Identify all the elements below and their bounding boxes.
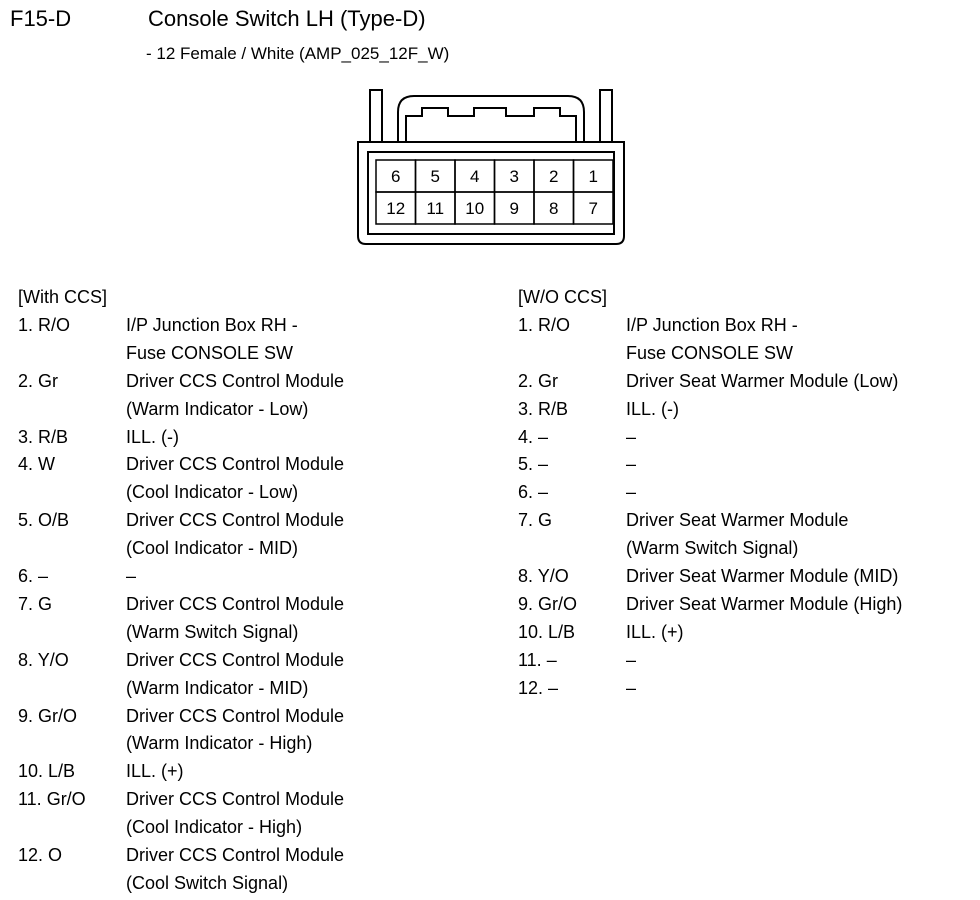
pin-description-line: ILL. (+) [626, 621, 684, 642]
pin-number: 12 [386, 199, 406, 218]
pin-row [18, 451, 344, 507]
pin-description [126, 758, 184, 786]
pin-description-line: Driver Seat Warmer Module (High) [626, 593, 903, 614]
pin-row [18, 842, 344, 898]
pin-description-line: Driver CCS Control Module [126, 370, 345, 391]
pin-wire: 3. R/B [518, 398, 569, 419]
pin-row [518, 563, 902, 591]
pin-description-line: Driver CCS Control Module [126, 649, 345, 670]
connector-title: Console Switch LH (Type-D) [148, 6, 426, 31]
pin-wire: 8. Y/O [518, 566, 569, 587]
pin-wire: 7. G [18, 593, 53, 614]
pin-description-line: ILL. (-) [626, 398, 680, 419]
pin-wire: 8. Y/O [18, 649, 69, 670]
pin-description [126, 312, 298, 368]
pin-row [18, 703, 344, 759]
pin-number: 7 [588, 199, 598, 218]
pin-description-line: – [626, 454, 637, 475]
pin-row [18, 758, 344, 786]
pin-description [626, 591, 902, 619]
pin-grid [376, 160, 613, 224]
pin-description-line: – [126, 566, 137, 587]
pin-description-line: (Warm Indicator - Low) [126, 398, 309, 419]
pin-description-line: (Warm Indicator - MID) [126, 677, 309, 698]
pin-description [626, 479, 636, 507]
pin-description [626, 396, 679, 424]
right-latch [600, 90, 612, 142]
pin-row [18, 591, 344, 647]
pin-description [626, 619, 684, 647]
pin-wire: 11. Gr/O [18, 789, 86, 810]
pin-description [126, 591, 344, 647]
pin-wire: 10. L/B [18, 761, 76, 782]
pin-row [18, 507, 344, 563]
pin-wire: 1. R/O [18, 314, 71, 335]
pin-description-line: (Cool Indicator - High) [126, 817, 303, 838]
pin-description-line: Driver CCS Control Module [126, 705, 345, 726]
pin-row [18, 786, 344, 842]
pin-description-line: ILL. (-) [126, 426, 180, 447]
pin-description-line: – [626, 482, 637, 503]
pin-description-line: – [626, 677, 637, 698]
pin-wire: 10. L/B [518, 621, 576, 642]
pin-wire: 5. – [518, 454, 549, 475]
pin-description-line: (Warm Switch Signal) [126, 621, 299, 642]
pin-description-line: (Cool Switch Signal) [126, 873, 289, 894]
with-ccs-heading: [With CCS] [18, 287, 108, 307]
pin-description-line: (Cool Indicator - MID) [126, 538, 299, 559]
pin-description-line: Fuse CONSOLE SW [126, 342, 294, 363]
pin-description-line: Driver CCS Control Module [126, 593, 345, 614]
pin-row [518, 368, 902, 396]
pin-description [126, 368, 344, 424]
pin-wire: 12. – [518, 677, 559, 698]
pin-row [18, 424, 344, 452]
pin-number: 9 [509, 199, 519, 218]
pin-description-line: ILL. (+) [126, 761, 184, 782]
pin-description-line: Driver Seat Warmer Module (Low) [626, 370, 899, 391]
pin-row [18, 647, 344, 703]
connector-lock [398, 96, 584, 142]
pin-row [18, 368, 344, 424]
pin-wire: 4. W [18, 454, 56, 475]
pin-wire: 5. O/B [18, 510, 70, 531]
pin-wire: 6. – [18, 566, 49, 587]
pin-description [626, 507, 848, 563]
pin-description [626, 563, 898, 591]
pin-wire: 1. R/O [518, 314, 571, 335]
pin-number: 6 [391, 167, 401, 186]
pin-wire: 11. – [518, 649, 557, 670]
pin-wire: 12. O [18, 845, 63, 866]
pin-description [126, 563, 136, 591]
pin-description [626, 424, 636, 452]
pin-wire: 2. Gr [18, 370, 59, 391]
pin-description [626, 312, 798, 368]
with-ccs-pin-list [18, 312, 344, 898]
pin-number: 1 [588, 167, 598, 186]
pin-row [518, 396, 902, 424]
pin-description-line: (Warm Indicator - High) [126, 733, 313, 754]
pin-row [518, 424, 902, 452]
pin-description-line: Driver CCS Control Module [126, 454, 345, 475]
pin-description-line: Fuse CONSOLE SW [626, 342, 794, 363]
connector-subtitle: - 12 Female / White (AMP_025_12F_W) [146, 44, 450, 63]
pin-row [18, 312, 344, 368]
pin-description-line: (Cool Indicator - Low) [126, 482, 299, 503]
pin-grid-frame [368, 152, 614, 234]
pin-description [626, 368, 898, 396]
pin-description [126, 786, 344, 842]
pin-wire: 9. Gr/O [518, 593, 578, 614]
pin-description [126, 647, 344, 703]
pin-description [126, 424, 179, 452]
lock-inner-profile [406, 108, 576, 142]
connector-code: F15-D [10, 6, 72, 31]
pin-description [126, 703, 344, 759]
pin-row [518, 507, 902, 563]
pin-number: 10 [465, 199, 485, 218]
pin-wire: 6. – [518, 482, 549, 503]
pin-description-line: I/P Junction Box RH - [126, 314, 298, 335]
pin-description-line: Driver CCS Control Module [126, 510, 345, 531]
pin-row [518, 451, 902, 479]
pin-row [18, 563, 344, 591]
pin-number: 4 [470, 167, 480, 186]
pin-number: 2 [549, 167, 559, 186]
left-latch [370, 90, 382, 142]
pin-row [518, 647, 902, 675]
pin-description-line: (Warm Switch Signal) [626, 538, 799, 559]
pin-description-line: Driver CCS Control Module [126, 845, 345, 866]
with-ccs-section [18, 284, 344, 898]
pin-number: 3 [509, 167, 519, 186]
pin-row [518, 479, 902, 507]
pin-description [626, 451, 636, 479]
pin-wire: 4. – [518, 426, 549, 447]
pin-description [626, 675, 636, 703]
pin-number: 5 [430, 167, 440, 186]
pin-number: 8 [549, 199, 559, 218]
pin-description-line: I/P Junction Box RH - [626, 314, 798, 335]
pin-description-line: Driver CCS Control Module [126, 789, 345, 810]
pin-description [126, 507, 344, 563]
pin-wire: 3. R/B [18, 426, 69, 447]
pin-row [518, 312, 902, 368]
pin-wire: 9. Gr/O [18, 705, 78, 726]
without-ccs-section [518, 284, 902, 703]
pin-description [626, 647, 636, 675]
pin-row [518, 591, 902, 619]
pin-wire: 7. G [518, 510, 553, 531]
pin-row [518, 619, 902, 647]
pin-row [518, 675, 902, 703]
pin-description-line: Driver Seat Warmer Module (MID) [626, 566, 899, 587]
pin-description-line: – [626, 426, 637, 447]
pin-description-line: – [626, 649, 637, 670]
connector-housing [358, 142, 624, 244]
pin-number: 11 [426, 199, 445, 218]
pin-description [126, 451, 344, 507]
connector-diagram [340, 80, 640, 250]
pin-description-line: Driver Seat Warmer Module [626, 510, 849, 531]
pin-description [126, 842, 344, 898]
without-ccs-pin-list [518, 312, 902, 703]
pin-wire: 2. Gr [518, 370, 559, 391]
without-ccs-heading: [W/O CCS] [518, 287, 607, 307]
